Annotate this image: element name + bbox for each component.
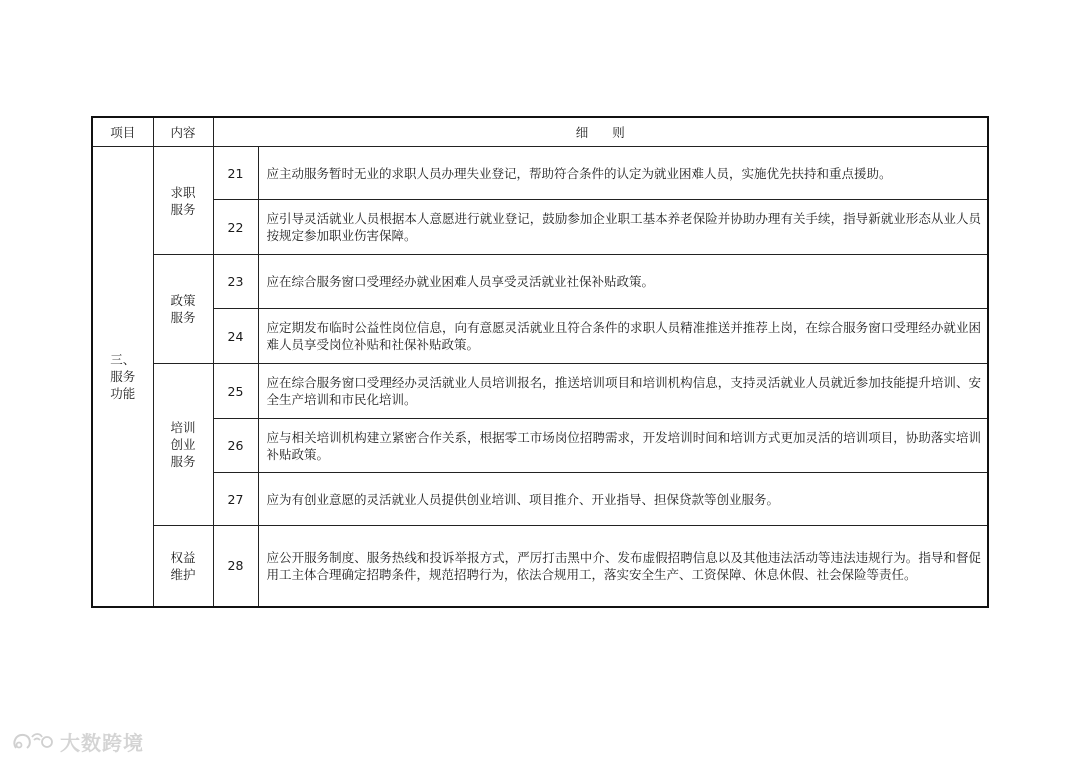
row-detail: 应在综合服务窗口受理经办就业困难人员享受灵活就业社保补贴政策。	[258, 255, 988, 309]
table-row	[92, 147, 988, 200]
row-number: 26	[213, 419, 258, 473]
row-detail: 应与相关培训机构建立紧密合作关系，根据零工市场岗位招聘需求，开发培训时间和培训方式更加灵活的培训项目，协助落实培训补贴政策。	[258, 419, 988, 473]
section-rights-protection: 权益 维护	[153, 526, 213, 607]
table-row	[92, 419, 988, 473]
row-number: 22	[213, 200, 258, 255]
row-detail: 应在综合服务窗口受理经办灵活就业人员培训报名，推送培训项目和培训机构信息，支持灵活就业人员就近参加技能提升培训、安全生产培训和市民化培训。	[258, 364, 988, 419]
row-number: 21	[213, 147, 258, 200]
row-number: 27	[213, 473, 258, 526]
header-project: 项目	[92, 117, 153, 147]
row-number: 23	[213, 255, 258, 309]
row-detail: 应引导灵活就业人员根据本人意愿进行就业登记，鼓励参加企业职工基本养老保险并协助办理有关手续，指导新就业形态从业人员按规定参加职业伤害保障。	[258, 200, 988, 255]
watermark	[10, 727, 144, 756]
header-detail: 细则	[213, 117, 988, 147]
row-number: 25	[213, 364, 258, 419]
section-policy-service: 政策 服务	[153, 255, 213, 364]
table-header-row	[92, 117, 988, 147]
row-detail: 应为有创业意愿的灵活就业人员提供创业培训、项目推介、开业指导、担保贷款等创业服务。	[258, 473, 988, 526]
table-row	[92, 364, 988, 419]
section-job-service: 求职 服务	[153, 147, 213, 255]
table-row	[92, 309, 988, 364]
row-number: 24	[213, 309, 258, 364]
row-number: 28	[213, 526, 258, 607]
section-training-service: 培训 创业 服务	[153, 364, 213, 526]
header-content: 内容	[153, 117, 213, 147]
row-detail: 应定期发布临时公益性岗位信息，向有意愿灵活就业且符合条件的求职人员精准推送并推荐上岗，在综合服务窗口受理经办就业困难人员享受岗位补贴和社保补贴政策。	[258, 309, 988, 364]
watermark-text: 大数跨境	[60, 731, 144, 755]
row-detail: 应主动服务暂时无业的求职人员办理失业登记，帮助符合条件的认定为就业困难人员，实施优先扶持和重点援助。	[258, 147, 988, 200]
project-name: 三、 服务 功能	[110, 351, 136, 401]
table-row	[92, 200, 988, 255]
weibo-logo-icon	[10, 728, 54, 756]
project-cell	[92, 147, 153, 607]
row-detail: 应公开服务制度、服务热线和投诉举报方式，严厉打击黑中介、发布虚假招聘信息以及其他违法活动等违法违规行为。指导和督促用工主体合理确定招聘条件，规范招聘行为，依法合规用工，落实安全生产、工资保障、休息休假、社会保险等责任。	[258, 526, 988, 607]
table-row	[92, 526, 988, 607]
table-row	[92, 473, 988, 526]
regulation-table	[91, 116, 989, 608]
table-row	[92, 255, 988, 309]
